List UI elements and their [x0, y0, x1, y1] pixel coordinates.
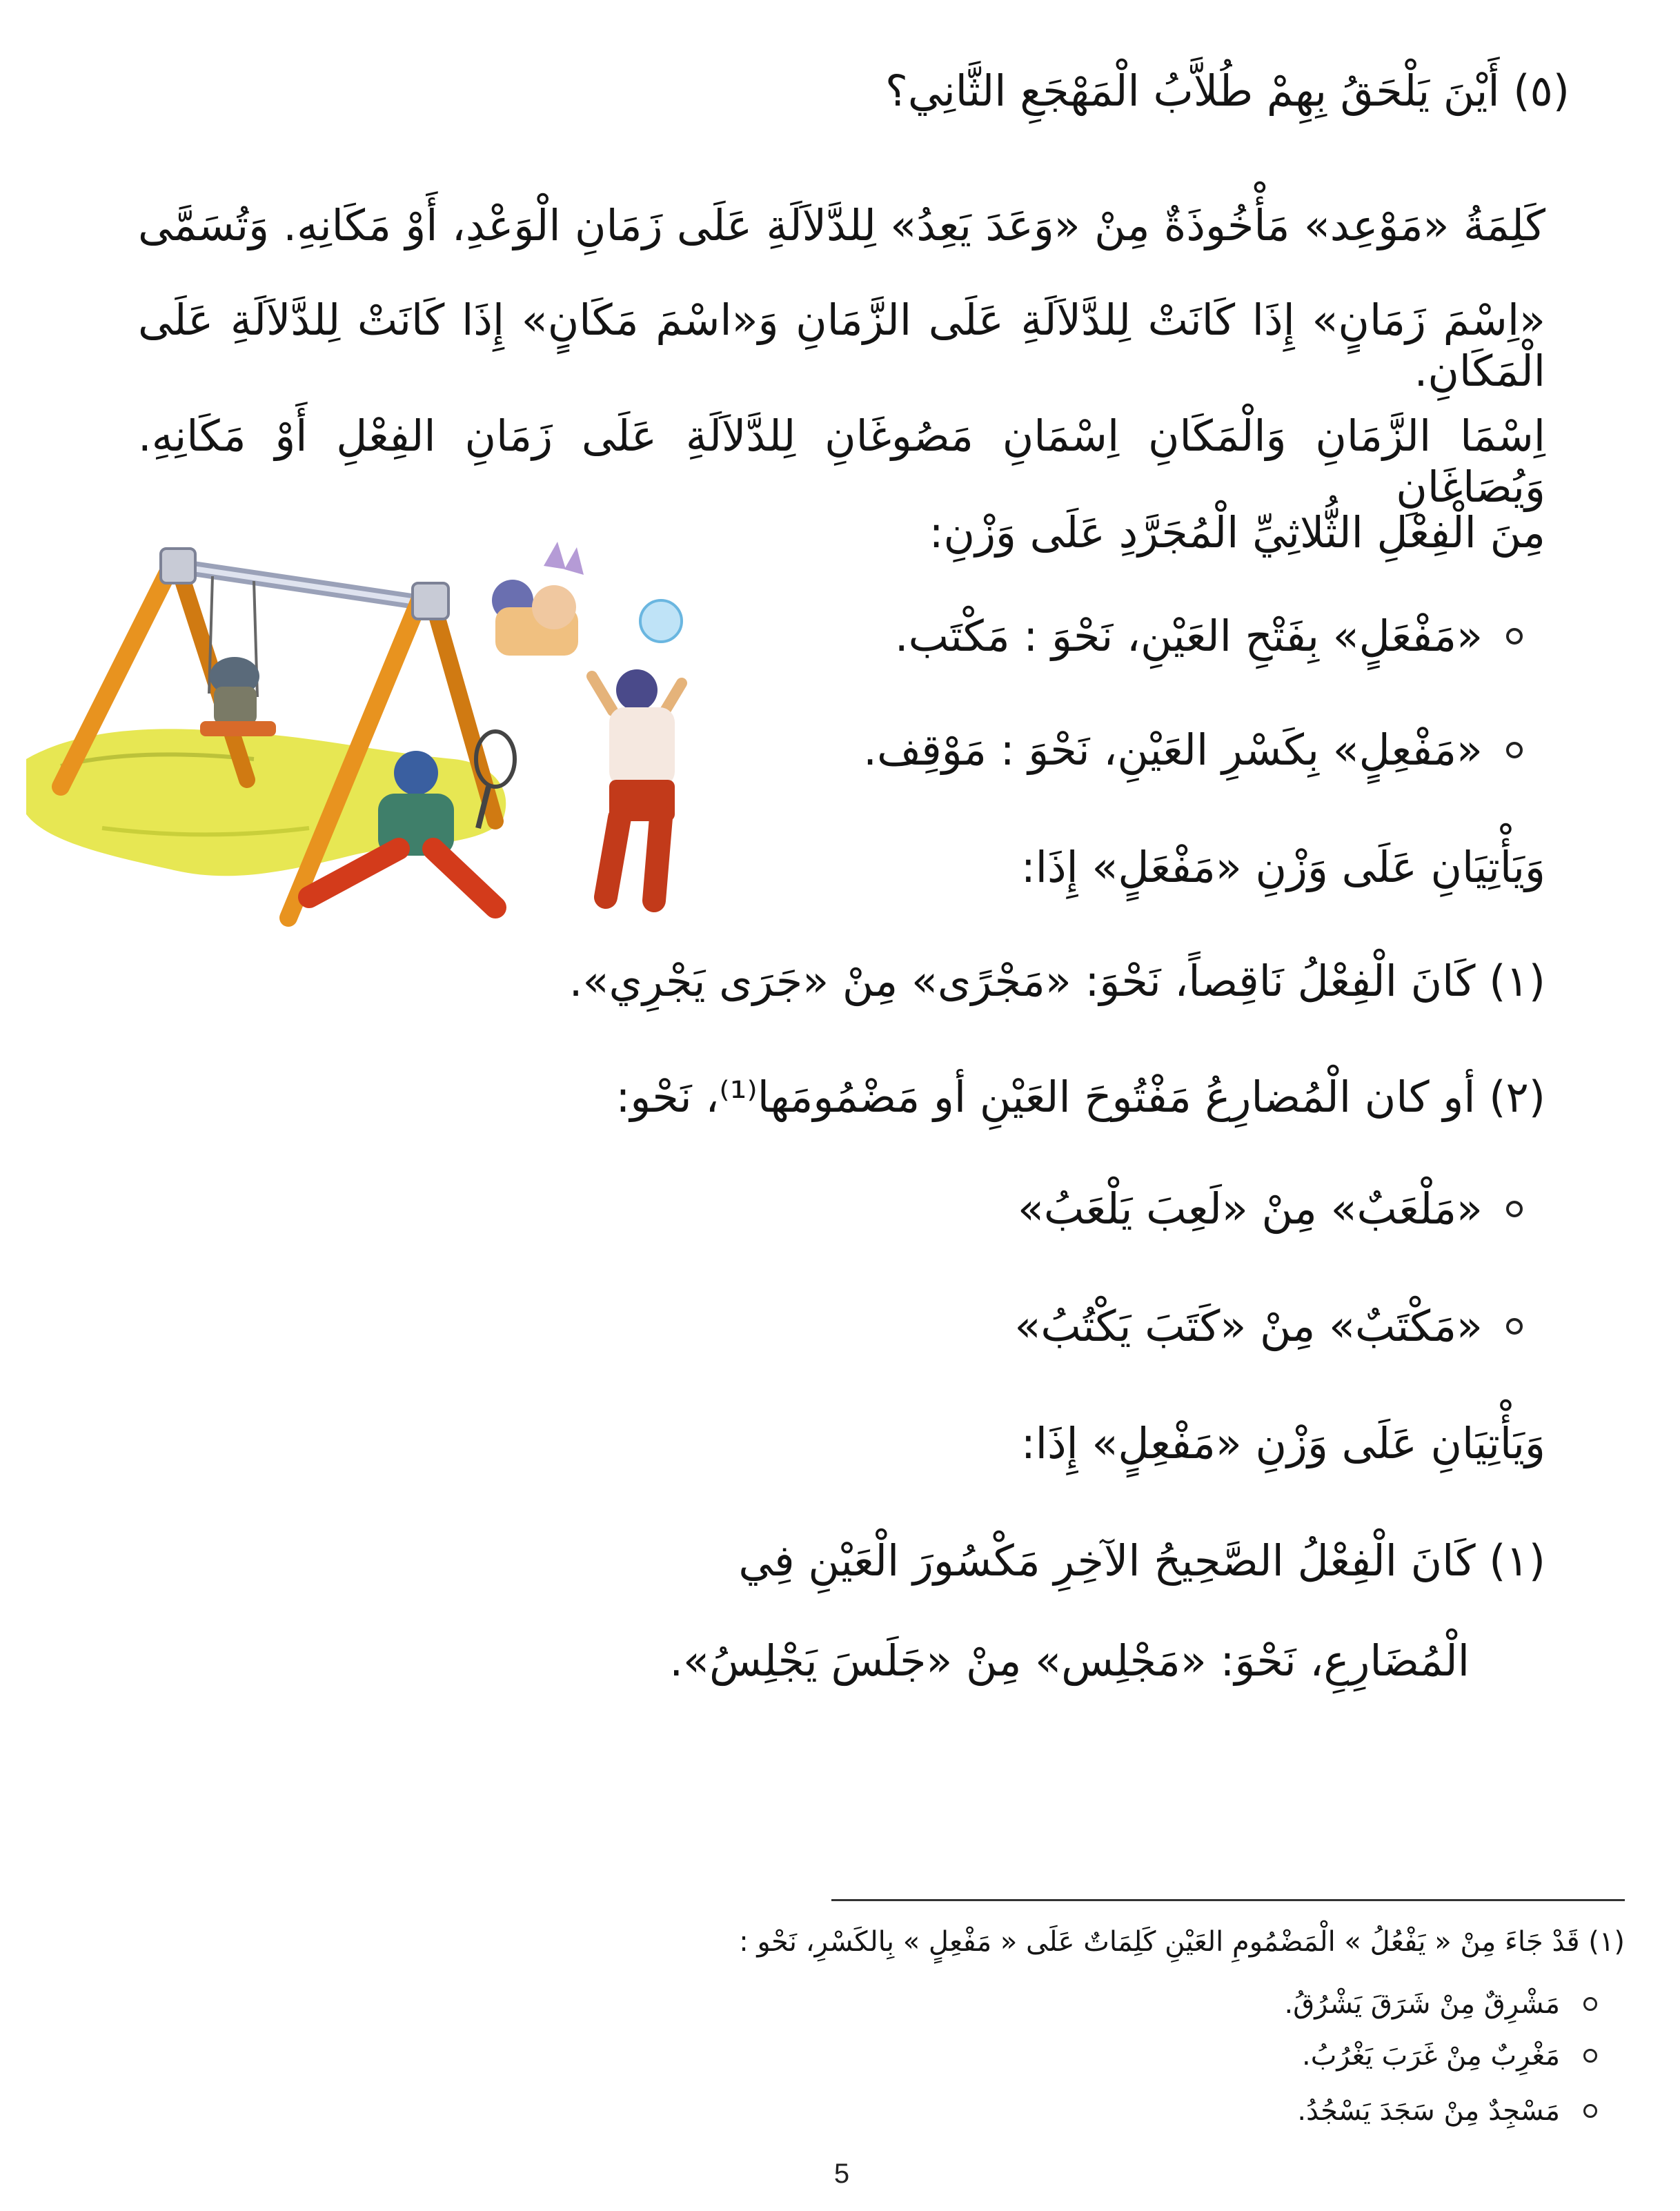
footnote-divider	[831, 1899, 1625, 1901]
pattern-mafal-text: «مَفْعَلٍ» بِفَتْحِ العَيْنِ، نَحْوَ : مَكْتَب.	[894, 611, 1483, 661]
bullet-circle-icon	[1506, 628, 1523, 645]
paragraph-1-line-1: كَلِمَةُ «مَوْعِد» مَأْخُوذَةٌ مِنْ «وَعَدَ يَعِدُ» لِلدَّلاَلَةِ عَلَى زَمَانِ الْوَعْدِ، أَوْ مَكَانِهِ. وَتُسَمَّى	[138, 200, 1545, 250]
rule-mafal-condition-2: (٢) أو كان الْمُضارِعُ مَفْتُوحَ العَيْنِ أو مَضْمُومَها⁽¹⁾، نَحْو:	[615, 1072, 1545, 1122]
footnote-item-text: مَسْجِدٌ مِنْ سَجَدَ يَسْجُدُ.	[1297, 2095, 1560, 2127]
rule-mafil-condition-1: (١) كَانَ الْفِعْلُ الصَّحِيحُ الآخِرِ مَكْسُورَ الْعَيْنِ فِي	[738, 1535, 1545, 1586]
rule-mafil-heading: وَيَأْتِيَانِ عَلَى وَزْنِ «مَفْعِلٍ» إِذَا:	[1020, 1418, 1545, 1468]
pattern-mafil-item	[863, 725, 1523, 776]
footnote-intro: (١) قَدْ جَاءَ مِنْ « يَفْعُلُ » الْمَضْمُومِ العَيْنِ كَلِمَاتٌ عَلَى « مَفْعِلٍ » بِالكَسْرِ، نَحْو :	[739, 1926, 1625, 1958]
example-malab-item	[1018, 1183, 1523, 1235]
children-playground-illustration	[19, 524, 730, 939]
pattern-mafil-text: «مَفْعِلٍ» بِكَسْرِ العَيْنِ، نَحْوَ : مَوْقِف.	[863, 725, 1483, 775]
bullet-circle-icon	[1506, 742, 1523, 758]
rule-mafal-condition-1: (١) كَانَ الْفِعْلُ نَاقِصاً، نَحْوَ: «مَجْرًى» مِنْ «جَرَى يَجْرِي».	[569, 956, 1545, 1006]
footnote-item	[1285, 1987, 1598, 2021]
footnote-item-text: مَغْرِبٌ مِنْ غَرَبَ يَغْرُبُ.	[1302, 2040, 1560, 2072]
question-5: (٥) أَيْنَ يَلْحَقُ بِهِمْ طُلاَّبُ الْمَهْجَعِ الثَّانِي؟	[885, 66, 1570, 116]
rule-mafal-heading: وَيَأْتِيَانِ عَلَى وَزْنِ «مَفْعَلٍ» إِذَا:	[1020, 842, 1545, 892]
bullet-circle-icon	[1583, 2049, 1597, 2063]
example-maktab-item	[1015, 1301, 1523, 1352]
page-number: 5	[833, 2159, 850, 2189]
rule-mafil-condition-1-cont: الْمُضَارِعِ، نَحْوَ: «مَجْلِس» مِنْ «جَلَسَ يَجْلِسُ».	[669, 1635, 1470, 1686]
paragraph-2-line-1: اِسْمَا الزَّمَانِ وَالْمَكَانِ اِسْمَانِ مَصُوغَانِ لِلدَّلاَلَةِ عَلَى زَمَانِ الفِعْلِ أَوْ مَكَانِهِ. وَيُصَاغَانِ	[138, 411, 1545, 513]
bullet-circle-icon	[1506, 1201, 1523, 1217]
footnote-item-text: مَشْرِقٌ مِنْ شَرَقَ يَشْرُقُ.	[1284, 1988, 1560, 2020]
bullet-circle-icon	[1583, 1997, 1597, 2011]
bullet-circle-icon	[1506, 1318, 1523, 1335]
footnote-item	[1297, 2094, 1597, 2128]
paragraph-1-line-2: «اِسْمَ زَمَانٍ» إِذَا كَانَتْ لِلدَّلاَلَةِ عَلَى الزَّمَانِ وَ«اسْمَ مَكَانٍ» إِذَا كَانَتْ لِلدَّلاَلَةِ عَلَى الْمَكَانِ.	[138, 295, 1545, 397]
example-malab-text: «مَلْعَبٌ» مِنْ «لَعِبَ يَلْعَبُ»	[1017, 1183, 1483, 1234]
paragraph-2-line-2: مِنَ الْفِعْلِ الثُّلاثِيِّ الْمُجَرَّدِ عَلَى وَزْنِ:	[929, 507, 1545, 558]
example-maktab-text: «مَكْتَبٌ» مِنْ «كَتَبَ يَكْتُبُ»	[1014, 1301, 1483, 1351]
footnote-item	[1302, 2039, 1597, 2072]
bullet-circle-icon	[1583, 2104, 1597, 2118]
pattern-mafal-item	[895, 611, 1523, 662]
